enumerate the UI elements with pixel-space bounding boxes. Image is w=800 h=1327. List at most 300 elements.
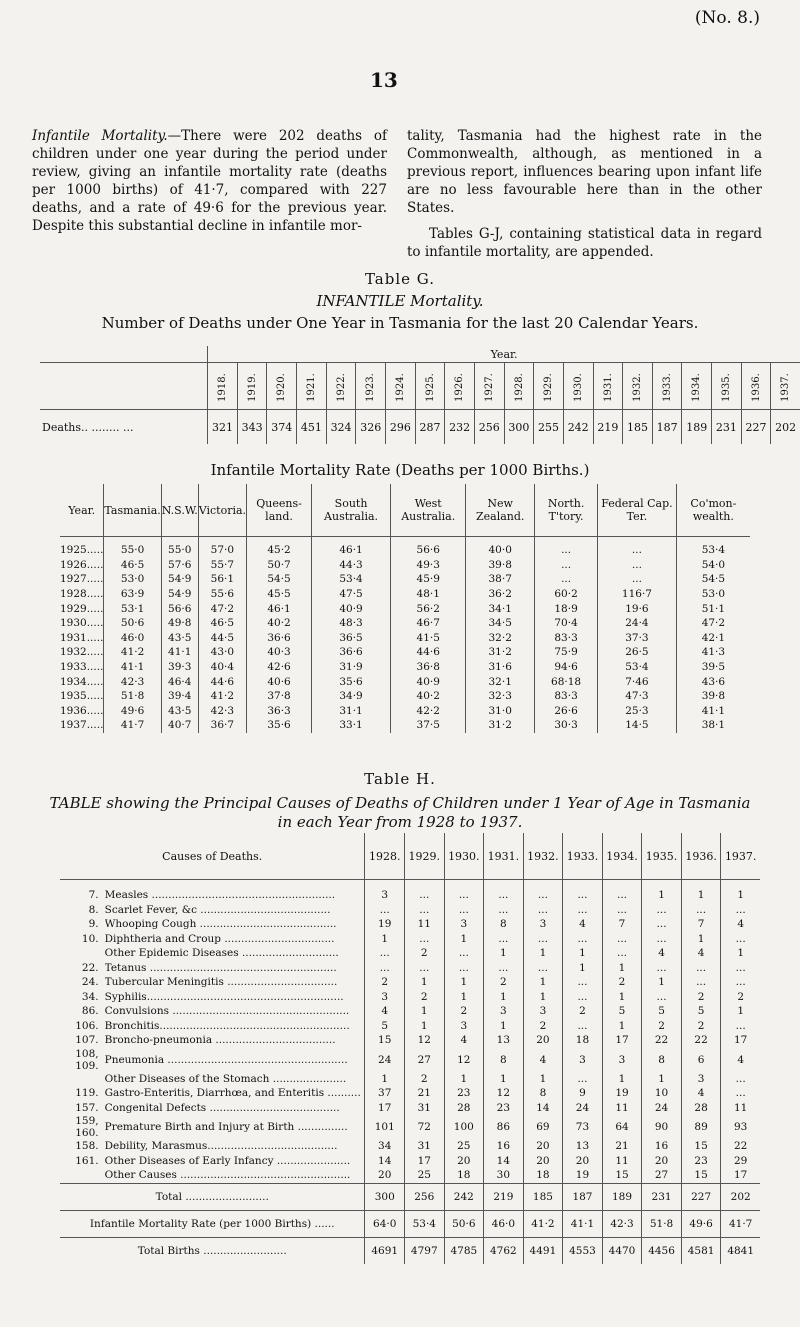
rate-table-caption: Infantile Mortality Rate (Deaths per 1000 Births.): [210, 461, 590, 479]
rate-cell: 36·3: [247, 704, 312, 719]
cause-number: [60, 946, 105, 961]
table-g-year: 1925.: [424, 372, 436, 402]
births-row-value: 4553: [563, 1237, 603, 1264]
rate-row-value: 53·4: [405, 1210, 445, 1237]
cause-value: 2: [444, 1004, 484, 1019]
total-row-value: 189: [602, 1183, 642, 1210]
rate-cell: 40·6: [247, 674, 312, 689]
rate-cell: 34·1: [466, 601, 535, 616]
rate-header: N.S.W.: [161, 484, 198, 537]
cause-value: 25: [405, 1168, 445, 1183]
cause-value: 9: [563, 1086, 603, 1101]
rate-header: New Zealand.: [466, 484, 535, 537]
rate-header: Year.: [60, 484, 104, 537]
rate-cell: 43·5: [161, 631, 198, 646]
cause-value: 3: [365, 990, 405, 1005]
cause-value: 18: [563, 1033, 603, 1048]
cause-number: 34.: [81, 990, 99, 1003]
cause-value: 3: [444, 917, 484, 932]
cause-value: ...: [444, 946, 484, 961]
table-g-deaths: 242: [563, 410, 593, 445]
cause-value: 19: [602, 1086, 642, 1101]
cause-name: Bronchitis.........................................................: [104, 1019, 350, 1032]
cause-value: ...: [484, 880, 524, 903]
cause-value: 1: [642, 975, 682, 990]
cause-number: [60, 1072, 105, 1087]
rate-cell: 36·6: [247, 631, 312, 646]
table-g-year-cell: [771, 363, 800, 410]
cause-value: 3: [602, 1048, 642, 1072]
table-h-year: 1936.: [681, 833, 721, 880]
rate-cell: 41·7: [104, 718, 161, 733]
rate-cell: 56·1: [198, 572, 246, 587]
cause-value: 1: [444, 932, 484, 947]
cause-value: ...: [642, 917, 682, 932]
cause-number: 158.: [75, 1140, 99, 1153]
rate-cell: 39·5: [676, 660, 750, 675]
table-g-year-cell: [712, 363, 742, 410]
rate-cell: 7·46: [598, 674, 677, 689]
rate-cell: 54·0: [676, 558, 750, 573]
table-row: [60, 903, 760, 918]
rate-cell: 53·4: [676, 537, 750, 558]
intro-right-text: tality, Tasmania had the highest rate in the Commonwealth, although, as mentioned in a previous report, influences bearing upon infant life are no less favourable here than in the other States.: [407, 128, 762, 216]
cause-value: 8: [523, 1086, 563, 1101]
rate-cell: 42·6: [247, 660, 312, 675]
cause-value: ...: [563, 975, 603, 990]
rate-cell: 43·6: [676, 674, 750, 689]
rate-header: Co'mon-wealth.: [676, 484, 750, 537]
rate-cell: 49·3: [391, 558, 466, 573]
cause-number: 106.: [75, 1019, 99, 1032]
cause-value: 24: [642, 1101, 682, 1116]
rate-cell: 24·4: [598, 616, 677, 631]
rate-cell: 43·0: [198, 645, 246, 660]
table-g-caption: Number of Deaths under One Year in Tasmania for the last 20 Calendar Years.: [101, 314, 699, 332]
rate-row-value: 49·6: [681, 1210, 721, 1237]
cause-value: 24: [563, 1101, 603, 1116]
cause-value: ...: [484, 932, 524, 947]
rate-cell: 44·5: [198, 631, 246, 646]
rate-cell: 38·1: [676, 718, 750, 733]
rate-cell: 53·0: [676, 587, 750, 602]
rate-cell: 39·8: [676, 689, 750, 704]
rate-cell: 83·3: [535, 631, 598, 646]
cause-value: ...: [523, 932, 563, 947]
table-row: [60, 1086, 760, 1101]
rate-cell: 42·3: [104, 674, 161, 689]
table-g-year-header: Year.: [208, 346, 800, 363]
rate-cell: 1927.....: [60, 573, 104, 586]
cause-value: 12: [484, 1086, 524, 1101]
table-g-year-cell: [563, 363, 593, 410]
intro-left-text: —There were 202 deaths of children under one year during the period under review, giving an infantile mortality rate (deaths per 1000 births) of 41·7, compared with 227 deaths, and a rate of 49·6 for the previous year. Despite this substantial decline in infantile mor-: [32, 128, 387, 234]
cause-value: ...: [721, 1086, 760, 1101]
rate-cell: 83·3: [535, 689, 598, 704]
rate-cell: ...: [598, 558, 677, 573]
table-g-year-cell: [237, 363, 267, 410]
rate-cell: 51·8: [104, 689, 161, 704]
cause-value: 28: [444, 1101, 484, 1116]
cause-value: ...: [365, 946, 405, 961]
cause-value: 2: [523, 1019, 563, 1034]
total-row-label: Total .........................: [60, 1183, 365, 1210]
cause-number: 86.: [81, 1005, 99, 1018]
cause-value: 5: [602, 1004, 642, 1019]
table-g-year-cell: [445, 363, 475, 410]
table-g-deaths: 219: [593, 410, 623, 445]
rate-cell: 41·3: [676, 645, 750, 660]
total-row-value: 227: [681, 1183, 721, 1210]
rate-cell: 116·7: [598, 587, 677, 602]
rate-cell: 48·3: [312, 616, 391, 631]
cause-value: 12: [405, 1033, 445, 1048]
cause-value: ...: [563, 1072, 603, 1087]
rate-header: South Australia.: [312, 484, 391, 537]
table-row: [60, 1168, 760, 1183]
table-g-deaths: 326: [356, 410, 386, 445]
cause-value: ...: [721, 961, 760, 976]
table-row: [60, 1115, 760, 1139]
table-h-year: 1931.: [484, 833, 524, 880]
cause-value: 29: [721, 1154, 760, 1169]
rate-cell: 18·9: [535, 601, 598, 616]
rate-cell: 41·1: [104, 660, 161, 675]
rate-cell: 55·7: [198, 558, 246, 573]
cause-value: 73: [563, 1115, 603, 1139]
cause-value: 1: [444, 1072, 484, 1087]
cause-name: Convulsions .....................................................: [104, 1005, 350, 1018]
rate-cell: 46·1: [312, 537, 391, 558]
table-g-deaths: 296: [386, 410, 416, 445]
cause-name: Other Causes ...................................................: [104, 1169, 351, 1182]
table-g-year-cell: [415, 363, 445, 410]
cause-value: 1: [405, 1004, 445, 1019]
cause-value: ...: [602, 880, 642, 903]
rate-cell: 40·2: [391, 689, 466, 704]
cause-value: 90: [642, 1115, 682, 1139]
cause-value: ...: [523, 903, 563, 918]
cause-number: 107.: [75, 1034, 99, 1047]
rate-cell: ...: [535, 572, 598, 587]
table-g-year: 1924.: [394, 372, 406, 402]
rate-cell: 44·3: [312, 558, 391, 573]
table-row: [60, 1048, 760, 1072]
rate-cell: 53·4: [312, 572, 391, 587]
rate-cell: 40·2: [247, 616, 312, 631]
cause-value: 20: [444, 1154, 484, 1169]
rate-cell: ...: [598, 537, 677, 558]
total-row-value: 185: [523, 1183, 563, 1210]
rate-row-value: 64·0: [365, 1210, 405, 1237]
table-g-deaths: 256: [474, 410, 504, 445]
table-h-year: 1937.: [721, 833, 760, 880]
cause-value: 20: [563, 1154, 603, 1169]
table-row: [60, 674, 750, 689]
total-row-value: 300: [365, 1183, 405, 1210]
cause-value: ...: [681, 975, 721, 990]
table-g-year: 1926.: [454, 372, 466, 402]
births-row-value: 4762: [484, 1237, 524, 1264]
table-g-year: 1920.: [276, 372, 288, 402]
section-heading: Infantile Mortality.: [32, 128, 168, 144]
cause-value: 3: [563, 1048, 603, 1072]
cause-value: ...: [405, 880, 445, 903]
cause-value: 2: [405, 1072, 445, 1087]
rate-cell: 41·1: [676, 704, 750, 719]
table-row: [60, 917, 760, 932]
cause-number: 159, 160.: [75, 1115, 99, 1139]
rate-cell: 60·2: [535, 587, 598, 602]
rate-cell: 43·5: [161, 704, 198, 719]
table-h-subtitle: TABLE showing the Principal Causes of Deaths of Children under 1 Year of Age in Tasmania: [49, 794, 751, 812]
table-row: [60, 880, 760, 903]
intro-right-column: [407, 127, 762, 261]
cause-value: 2: [405, 990, 445, 1005]
table-g-year: 1922.: [335, 372, 347, 402]
cause-value: 23: [444, 1086, 484, 1101]
cause-value: ...: [484, 903, 524, 918]
rate-cell: 56·6: [161, 601, 198, 616]
cause-value: 2: [681, 1019, 721, 1034]
cause-value: 4: [681, 1086, 721, 1101]
intro-right-text-2: Tables G-J, containing statistical data in regard to infantile mortality, are appended.: [407, 226, 762, 260]
cause-value: ...: [365, 903, 405, 918]
cause-name: Tetanus ........................................................: [104, 961, 337, 974]
cause-value: 1: [444, 990, 484, 1005]
table-g-year-cell: [386, 363, 416, 410]
rate-cell: 33·1: [312, 718, 391, 733]
cause-value: ...: [602, 903, 642, 918]
cause-value: 11: [602, 1154, 642, 1169]
cause-value: 1: [721, 880, 760, 903]
table-g-title: Table G.: [364, 270, 436, 288]
rate-cell: 42·1: [676, 631, 750, 646]
cause-value: ...: [563, 880, 603, 903]
cause-value: 1: [365, 932, 405, 947]
cause-value: ...: [721, 903, 760, 918]
rate-header: Federal Cap. Ter.: [598, 484, 677, 537]
cause-value: 1: [563, 961, 603, 976]
cause-value: 69: [523, 1115, 563, 1139]
cause-value: 1: [721, 946, 760, 961]
rate-cell: 31·1: [312, 704, 391, 719]
cause-value: 23: [681, 1154, 721, 1169]
rate-cell: 45·5: [247, 587, 312, 602]
table-row: [60, 631, 750, 646]
table-g-corner: [40, 346, 208, 363]
cause-value: ...: [681, 961, 721, 976]
cause-value: 4: [365, 1004, 405, 1019]
cause-value: 7: [602, 917, 642, 932]
rate-cell: 41·1: [161, 645, 198, 660]
cause-value: 1: [642, 1072, 682, 1087]
rate-cell: 53·0: [104, 572, 161, 587]
table-row: [60, 558, 750, 573]
rate-cell: 35·6: [247, 718, 312, 733]
rate-cell: 54·5: [247, 572, 312, 587]
cause-value: 3: [681, 1072, 721, 1087]
cause-name: Tubercular Meningitis .................................: [104, 976, 338, 989]
cause-value: 8: [484, 917, 524, 932]
table-g-year: 1918.: [217, 372, 229, 402]
cause-value: 5: [642, 1004, 682, 1019]
rate-cell: ...: [535, 558, 598, 573]
table-g-year-cell: [652, 363, 682, 410]
cause-value: 4: [444, 1033, 484, 1048]
rate-cell: 54·9: [161, 587, 198, 602]
births-row: [60, 1237, 760, 1264]
cause-value: ...: [523, 961, 563, 976]
table-g-year-cell: [356, 363, 386, 410]
rate-row-value: 51·8: [642, 1210, 682, 1237]
table-g-year: 1923.: [365, 372, 377, 402]
rate-header: Victoria.: [198, 484, 246, 537]
cause-value: ...: [642, 990, 682, 1005]
rate-cell: 47·2: [198, 601, 246, 616]
rate-cell: 51·1: [676, 601, 750, 616]
cause-value: 20: [365, 1168, 405, 1183]
rate-cell: 39·8: [466, 558, 535, 573]
rate-row-value: 41·1: [563, 1210, 603, 1237]
table-g-deaths: 300: [504, 410, 534, 445]
table-g-year-cell: [593, 363, 623, 410]
cause-value: 3: [484, 1004, 524, 1019]
rate-cell: 31·2: [466, 718, 535, 733]
cause-value: 1: [642, 880, 682, 903]
births-row-value: 4456: [642, 1237, 682, 1264]
table-row: [60, 975, 760, 990]
table-row: [60, 1072, 760, 1087]
cause-value: 1: [484, 990, 524, 1005]
cause-value: ...: [365, 961, 405, 976]
rate-cell: 36·2: [466, 587, 535, 602]
cause-value: 19: [365, 917, 405, 932]
rate-cell: 46·4: [161, 674, 198, 689]
table-row: [60, 616, 750, 631]
rate-cell: 50·7: [247, 558, 312, 573]
cause-value: 1: [484, 946, 524, 961]
cause-number: 7.: [88, 889, 99, 902]
cause-name: Gastro-Enteritis, Diarrhœa, and Enteritis ..........: [104, 1087, 361, 1100]
table-g-deaths: 255: [534, 410, 564, 445]
cause-value: 7: [681, 917, 721, 932]
cause-value: 2: [484, 975, 524, 990]
rate-cell: 19·6: [598, 601, 677, 616]
document-number: (No. 8.): [694, 8, 760, 28]
table-row: [60, 689, 750, 704]
cause-value: 22: [721, 1139, 760, 1154]
cause-value: 1: [721, 1004, 760, 1019]
cause-value: 10: [642, 1086, 682, 1101]
table-g-deaths: 232: [445, 410, 475, 445]
births-row-value: 4491: [523, 1237, 563, 1264]
rate-cell: 32·2: [466, 631, 535, 646]
table-g-year-cell: [474, 363, 504, 410]
cause-value: 14: [523, 1101, 563, 1116]
cause-value: ...: [642, 903, 682, 918]
table-g-year: 1929.: [543, 372, 555, 402]
table-g-year: 1934.: [691, 372, 703, 402]
cause-value: 2: [642, 1019, 682, 1034]
table-g-deaths: 287: [415, 410, 445, 445]
cause-value: 3: [523, 1004, 563, 1019]
cause-value: 15: [602, 1168, 642, 1183]
cause-value: ...: [602, 932, 642, 947]
rate-cell: 41·2: [198, 689, 246, 704]
cause-value: ...: [563, 903, 603, 918]
rate-cell: 42·3: [198, 704, 246, 719]
table-g-deaths: 202: [771, 410, 800, 445]
table-g-year-cell: [741, 363, 771, 410]
table-g-year: 1937.: [780, 372, 792, 402]
total-row-value: 187: [563, 1183, 603, 1210]
rate-cell: 26·6: [535, 704, 598, 719]
rate-cell: ...: [598, 572, 677, 587]
cause-value: 4: [642, 946, 682, 961]
rate-cell: 1934.....: [60, 675, 104, 688]
cause-value: ...: [405, 961, 445, 976]
table-h-year: 1935.: [642, 833, 682, 880]
rate-cell: 1937.....: [60, 719, 104, 732]
cause-value: 37: [365, 1086, 405, 1101]
table-g-deaths: 343: [237, 410, 267, 445]
cause-value: 8: [484, 1048, 524, 1072]
cause-value: 93: [721, 1115, 760, 1139]
table-g-year: 1921.: [305, 372, 317, 402]
rate-cell: 46·5: [104, 558, 161, 573]
table-g-deaths: 189: [682, 410, 712, 445]
cause-value: 4: [523, 1048, 563, 1072]
cause-value: 2: [602, 975, 642, 990]
cause-value: 18: [523, 1168, 563, 1183]
total-row-value: 256: [405, 1183, 445, 1210]
cause-value: 1: [365, 1072, 405, 1087]
rate-cell: 50·6: [104, 616, 161, 631]
rate-cell: 37·5: [391, 718, 466, 733]
cause-name: Premature Birth and Injury at Birth ...............: [104, 1121, 348, 1133]
cause-value: 27: [405, 1048, 445, 1072]
rate-cell: 14·5: [598, 718, 677, 733]
total-row-value: 219: [484, 1183, 524, 1210]
cause-value: 89: [681, 1115, 721, 1139]
cause-value: 31: [405, 1101, 445, 1116]
table-g-year: 1919.: [246, 372, 258, 402]
table-g-year: 1928.: [513, 372, 525, 402]
cause-name: Debility, Marasmus.......................................: [104, 1140, 338, 1153]
rate-cell: 45·2: [247, 537, 312, 558]
rate-cell: 70·4: [535, 616, 598, 631]
rate-cell: 40·4: [198, 660, 246, 675]
cause-value: ...: [484, 961, 524, 976]
cause-name: Broncho-pneumonia ....................................: [104, 1034, 336, 1047]
rate-cell: 30·3: [535, 718, 598, 733]
cause-value: 5: [365, 1019, 405, 1034]
cause-value: 19: [563, 1168, 603, 1183]
table-row: [60, 645, 750, 660]
cause-value: ...: [721, 975, 760, 990]
cause-value: 21: [405, 1086, 445, 1101]
rate-cell: 35·6: [312, 674, 391, 689]
cause-name: Congenital Defects .......................................: [104, 1101, 340, 1114]
cause-value: 23: [484, 1101, 524, 1116]
table-g-year-cell: [208, 363, 238, 410]
cause-value: 101: [365, 1115, 405, 1139]
births-row-value: 4841: [721, 1237, 760, 1264]
cause-value: 1: [405, 975, 445, 990]
cause-value: 72: [405, 1115, 445, 1139]
cause-name: Other Diseases of Early Infancy ......................: [104, 1154, 351, 1167]
